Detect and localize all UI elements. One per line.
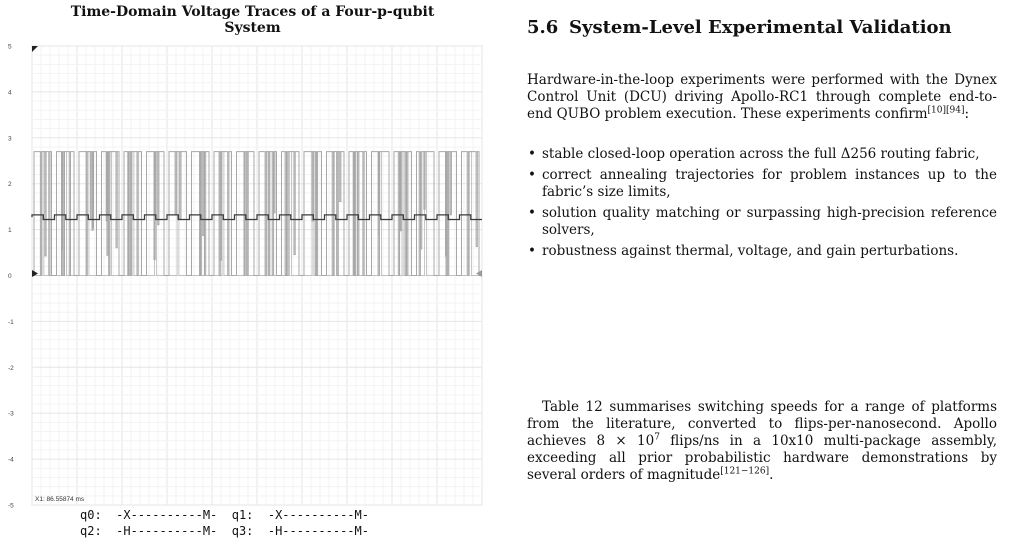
bullet-glyph: • [528, 243, 536, 259]
list-item [527, 243, 997, 260]
para2-text-b: flips/ns in a 10x10 multi-package assembly, exceeding all prior probabilistic hardware demonstrations by several orders of magnitude [527, 433, 998, 483]
list-item [527, 205, 997, 239]
y-tick-label: -4 [8, 456, 14, 464]
para1-colon: : [964, 106, 970, 122]
figure-title [0, 4, 505, 36]
bullet-glyph: • [528, 167, 536, 183]
bias-trace-line [32, 215, 482, 220]
list-item-text: robustness against thermal, voltage, and gain perturbations. [542, 243, 959, 259]
y-tick-label: -3 [8, 410, 14, 418]
y-tick-label: -2 [8, 364, 14, 372]
y-tick-label: 1 [8, 227, 12, 235]
para2-period: . [769, 467, 774, 483]
section-number: 5.6 [527, 17, 559, 38]
intro-paragraph [527, 72, 997, 123]
figure-title-line1: Time-Domain Voltage Traces of a Four-p-qubit [70, 4, 435, 20]
section-title: System-Level Experimental Validation [569, 17, 952, 38]
para1-text: Hardware-in-the-loop experiments were performed with the Dynex Control Unit (DCU) driving Apollo-RC1 through complete end-to-end QUBO problem execution. These experiments confirm [527, 72, 997, 122]
list-item [527, 167, 997, 201]
findings-list [527, 146, 997, 264]
summary-paragraph [527, 399, 997, 484]
y-tick-labels [8, 44, 14, 509]
bullet-glyph: • [528, 146, 536, 162]
circuit-line-1: q0: -X----------M- q1: -X----------M- [80, 508, 369, 522]
list-item-text: correct annealing trajectories for problem instances up to the fabric’s size limits, [542, 167, 997, 200]
y-tick-label: 5 [8, 44, 12, 51]
cursor-readout: X1: 86.55874 ms [35, 496, 85, 503]
para2-text-a: Table 12 summarises switching speeds for a range of platforms from the literature, converted to flips-per-nanosecond. Apollo achieves 8 × 10 [527, 399, 997, 449]
list-item [527, 146, 997, 163]
y-tick-label: 0 [8, 273, 12, 280]
oscilloscope-plot [0, 44, 490, 509]
para2-citation: [121−126] [720, 466, 770, 477]
bullet-glyph: • [528, 205, 536, 221]
figure-title-line2: System [224, 20, 281, 36]
y-tick-label: 2 [8, 181, 12, 189]
circuit-line-2: q2: -H----------M- q3: -H----------M- [80, 524, 369, 538]
y-tick-label: -5 [8, 502, 14, 509]
y-tick-label: 4 [8, 89, 12, 97]
y-tick-label: 3 [8, 135, 12, 143]
list-item-text: solution quality matching or surpassing high-precision reference solvers, [542, 205, 997, 238]
para2-exponent: 7 [654, 432, 660, 443]
para1-citation: [10][94] [927, 105, 965, 116]
list-item-text: stable closed-loop operation across the full Δ256 routing fabric, [542, 146, 980, 162]
y-tick-label: -1 [8, 318, 14, 326]
